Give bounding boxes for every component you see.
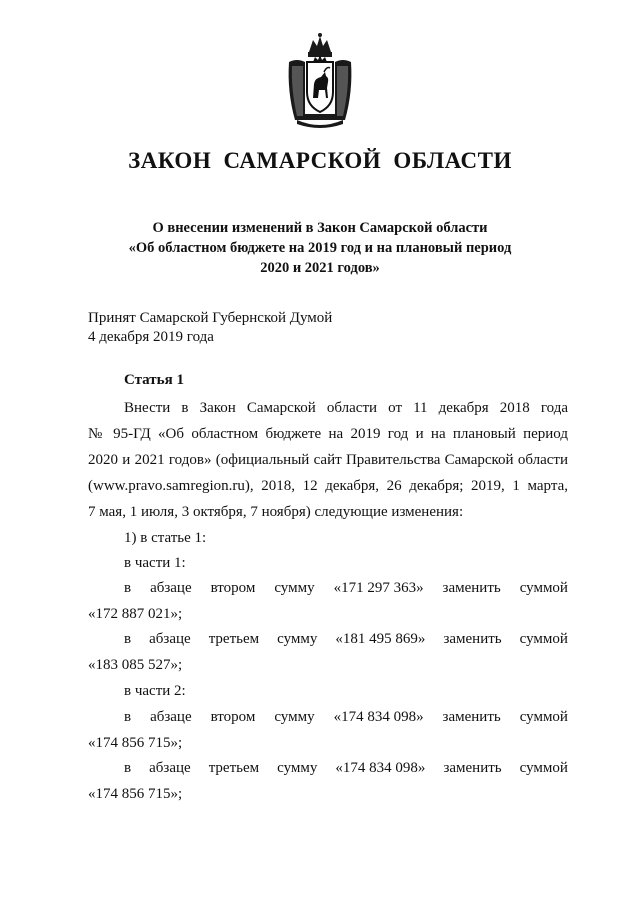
new-sum: «183 085 527»; (88, 657, 183, 673)
subtitle-line-1: О внесении изменений в Закон Самарской области (152, 220, 488, 236)
word: в (124, 580, 132, 596)
word: в (124, 760, 132, 776)
old-sum: «181 495 869» (335, 631, 426, 647)
amendment-line (124, 707, 568, 727)
word: заменить (443, 760, 502, 776)
adoption-date: 4 декабря 2019 года (88, 329, 214, 345)
word: сумму (274, 709, 315, 725)
word: в (124, 709, 132, 725)
new-sum: «172 887 021»; (88, 606, 183, 622)
intro-line-1: Внести в Закон Самарской области от 11 декабря 2018 года (124, 400, 568, 416)
law-title: ЗАКОН САМАРСКОЙ ОБЛАСТИ (128, 148, 512, 173)
word: заменить (442, 580, 501, 596)
word: в (124, 631, 132, 647)
word: абзаце (149, 760, 191, 776)
part-2-heading: в части 2: (124, 683, 186, 699)
article-heading: Статья 1 (124, 372, 184, 388)
word: втором (210, 709, 256, 725)
coat-of-arms-icon (283, 32, 357, 132)
word: втором (210, 580, 256, 596)
word: сумму (277, 631, 318, 647)
amendment-line (124, 578, 568, 598)
intro-line-2: № 95-ГД «Об областном бюджете на 2019 год и на плановый период (88, 426, 568, 442)
word: абзаце (149, 631, 191, 647)
subtitle-line-3: 2020 и 2021 годов» (260, 260, 380, 276)
amendment-line (124, 758, 568, 778)
new-sum: «174 856 715»; (88, 786, 183, 802)
item-1: 1) в статье 1: (124, 530, 207, 546)
word: сумму (277, 760, 318, 776)
word: абзаце (150, 580, 192, 596)
old-sum: «174 834 098» (333, 709, 424, 725)
intro-line-5: 7 мая, 1 июля, 3 октября, 7 ноября) следующие изменения: (88, 504, 464, 520)
old-sum: «171 297 363» (333, 580, 424, 596)
word: сумму (274, 580, 315, 596)
intro-line-3: 2020 и 2021 годов» (официальный сайт Правительства Самарской области (88, 452, 568, 468)
word: третьем (208, 631, 260, 647)
word: третьем (208, 760, 260, 776)
word: суммой (519, 631, 568, 647)
word: суммой (519, 709, 568, 725)
old-sum: «174 834 098» (335, 760, 426, 776)
word: заменить (443, 631, 502, 647)
word: суммой (519, 760, 568, 776)
subtitle-line-2: «Об областном бюджете на 2019 год и на плановый период (128, 240, 512, 256)
amendment-line (124, 629, 568, 649)
word: абзаце (150, 709, 192, 725)
adoption-line: Принят Самарской Губернской Думой (88, 310, 333, 326)
intro-line-4: (www.pravo.samregion.ru), 2018, 12 декабря, 26 декабря; 2019, 1 марта, (88, 478, 568, 494)
new-sum: «174 856 715»; (88, 735, 183, 751)
word: суммой (519, 580, 568, 596)
word: заменить (442, 709, 501, 725)
part-1-heading: в части 1: (124, 555, 186, 571)
